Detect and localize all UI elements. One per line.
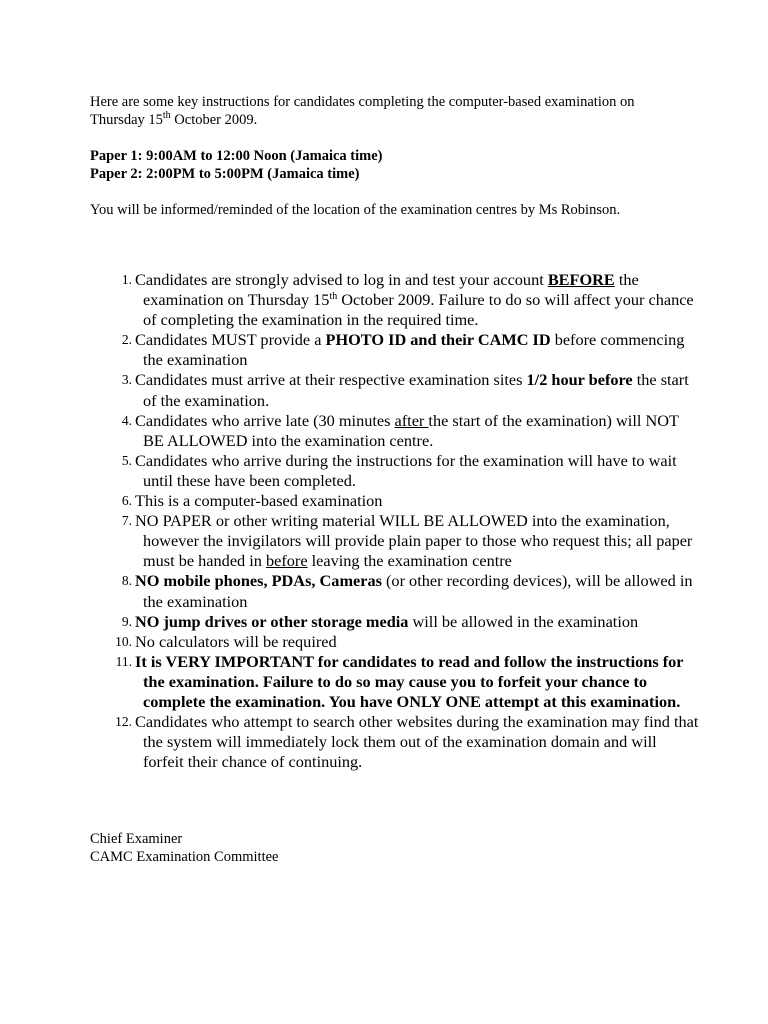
- item-number: 11.: [115, 653, 132, 669]
- intro-text: Here are some key instructions for candidates completing the computer-based examination on Thursday 15: [90, 94, 635, 128]
- item-number: 1.: [121, 272, 132, 287]
- item-text: the start of the examination.: [143, 370, 689, 410]
- item-number: 6.: [121, 493, 132, 509]
- list-item: [0, 632, 700, 652]
- paper-schedule: [90, 147, 383, 183]
- signature-title: Chief Examiner: [90, 831, 183, 847]
- item-emphasis: 1/2 hour before: [526, 370, 633, 390]
- list-item: [0, 511, 700, 571]
- item-text: the examination on Thursday 15: [143, 270, 639, 310]
- intro-superscript: th: [162, 110, 171, 121]
- item-number: 8.: [121, 573, 132, 589]
- list-item: [0, 612, 700, 632]
- list-item: [0, 491, 700, 511]
- signature-committee: CAMC Examination Committee: [90, 849, 279, 865]
- item-text: Candidates must arrive at their respective examination sites: [135, 370, 527, 390]
- item-emphasis: after: [394, 410, 429, 430]
- intro-text-end: October 2009.: [170, 112, 258, 128]
- item-number: 10.: [115, 633, 132, 649]
- signature-block: [90, 830, 279, 866]
- item-text: Candidates who arrive during the instructions for the examination will have to wait until these have been completed.: [135, 450, 677, 490]
- item-number: 7.: [121, 513, 132, 529]
- item-text: No calculators will be required: [135, 631, 337, 651]
- item-number: 12.: [115, 714, 132, 730]
- item-text: Candidates MUST provide a: [135, 330, 326, 350]
- item-text: Candidates are strongly advised to log in and test your account: [135, 270, 548, 289]
- location-note: You will be informed/reminded of the location of the examination centres by Ms Robinson.: [90, 202, 621, 218]
- item-text: Candidates who arrive late (30 minutes: [135, 410, 395, 430]
- item-text: (or other recording devices), will be allowed in the examination: [143, 571, 693, 611]
- item-text: This is a computer-based examination: [135, 491, 383, 511]
- intro-paragraph: [90, 93, 690, 129]
- list-item: [0, 370, 700, 410]
- item-number: 2.: [121, 332, 132, 348]
- paper-2-time: Paper 2: 2:00PM to 5:00PM (Jamaica time): [90, 166, 360, 182]
- list-item: [0, 652, 700, 712]
- item-text: October 2009. Failure to do so will affect your chance of completing the examination in the required time.: [143, 290, 694, 330]
- item-emphasis: BEFORE: [547, 270, 615, 289]
- list-item: [0, 451, 700, 491]
- item-emphasis: before: [266, 551, 308, 571]
- item-emphasis: PHOTO ID and their CAMC ID: [325, 330, 551, 350]
- list-item: [0, 330, 700, 370]
- item-text: NO PAPER or other writing material WILL BE ALLOWED into the examination, however the invigilators will provide plain paper to those who request this; all paper must be handed in: [135, 511, 693, 571]
- paper-1-time: Paper 1: 9:00AM to 12:00 Noon (Jamaica time): [90, 148, 383, 164]
- item-emphasis: NO jump drives or other storage media: [135, 611, 409, 631]
- item-text: leaving the examination centre: [307, 551, 512, 571]
- item-number: 9.: [121, 613, 132, 629]
- instructions-list: [0, 270, 700, 772]
- list-item: [0, 571, 700, 611]
- item-superscript: th: [329, 291, 338, 303]
- item-emphasis: It is VERY IMPORTANT for candidates to read and follow the instructions for the examination. Failure to do so may cause you to forfeit your chance to complete the examination. You have ONLY ONE attempt at this examination.: [135, 651, 684, 711]
- list-item: [0, 270, 700, 330]
- list-item: [0, 712, 700, 772]
- item-text: will be allowed in the examination: [408, 611, 639, 631]
- list-item: [0, 411, 700, 451]
- item-number: 4.: [121, 412, 132, 428]
- item-number: 5.: [121, 452, 132, 468]
- item-number: 3.: [121, 372, 132, 388]
- item-emphasis: NO mobile phones, PDAs, Cameras: [135, 571, 382, 591]
- item-text: the start of the examination) will NOT BE ALLOWED into the examination centre.: [143, 410, 679, 450]
- item-text: before commencing the examination: [143, 330, 685, 370]
- item-text: Candidates who attempt to search other websites during the examination may find that the system will immediately lock them out of the examination domain and will forfeit their chance of continuing.: [135, 712, 699, 772]
